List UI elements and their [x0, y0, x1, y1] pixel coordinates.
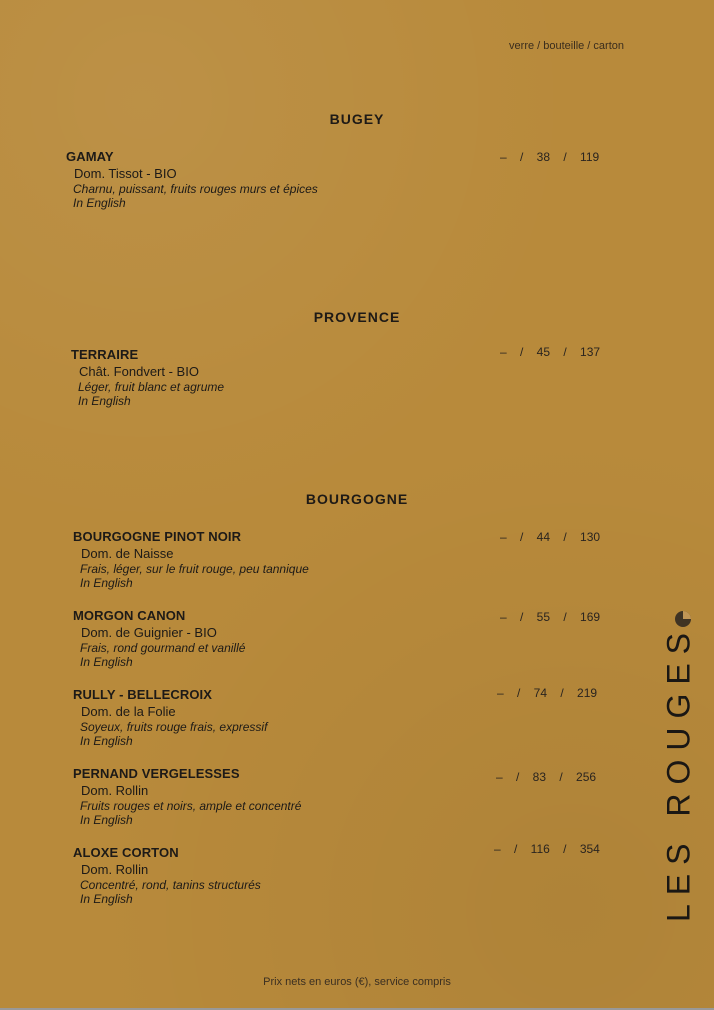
- section-title-provence: PROVENCE: [313, 309, 401, 325]
- english-link[interactable]: In English: [80, 813, 133, 827]
- wine-name: RULLY - BELLECROIX: [73, 687, 213, 702]
- wine-item-bourgogne-pinot-noir[interactable]: [73, 528, 433, 590]
- wine-price-aloxe-corton: – / 116 / 354: [494, 842, 600, 856]
- wine-price-gamay: – / 38 / 119: [500, 150, 600, 164]
- wine-domain: Dom. de la Folie: [81, 704, 176, 719]
- wine-description: Fruits rouges et noirs, ample et concentré: [80, 799, 302, 813]
- wine-name: PERNAND VERGELESSES: [73, 766, 240, 781]
- wine-domain: Dom. de Guignier - BIO: [81, 625, 217, 640]
- wine-domain: Dom. Rollin: [81, 783, 149, 798]
- wine-name: ALOXE CORTON: [73, 845, 179, 860]
- wine-name: MORGON CANON: [73, 608, 186, 623]
- wine-description: Soyeux, fruits rouge frais, expressif: [80, 720, 268, 734]
- wine-name: TERRAIRE: [71, 347, 139, 362]
- wine-description: Charnu, puissant, fruits rouges murs et épices: [73, 182, 318, 196]
- section-title-bourgogne: BOURGOGNE: [305, 491, 409, 507]
- side-title: [654, 620, 704, 926]
- english-link[interactable]: In English: [80, 892, 133, 906]
- english-link[interactable]: In English: [73, 196, 126, 210]
- wine-name: BOURGOGNE PINOT NOIR: [73, 529, 242, 544]
- side-title-label: LES ROUGES: [660, 623, 697, 923]
- wine-description: Frais, léger, sur le fruit rouge, peu tannique: [80, 562, 309, 576]
- wine-price-terraire: – / 45 / 137: [500, 345, 601, 359]
- wine-name: GAMAY: [66, 149, 114, 164]
- wine-item-morgon-canon[interactable]: [73, 607, 433, 669]
- english-link[interactable]: In English: [78, 394, 131, 408]
- wine-domain: Dom. Tissot - BIO: [74, 166, 177, 181]
- wine-description: Frais, rond gourmand et vanillé: [80, 641, 246, 655]
- english-link[interactable]: In English: [80, 734, 133, 748]
- section-title-bugey: BUGEY: [329, 111, 385, 127]
- wine-price-morgon-canon: – / 55 / 169: [500, 610, 601, 624]
- wine-price-pernand-vergelesses: – / 83 / 256: [496, 770, 597, 784]
- wine-item-aloxe-corton[interactable]: [73, 844, 433, 906]
- wine-price-rully-bellecroix: – / 74 / 219: [497, 686, 598, 700]
- wine-item-terraire[interactable]: [71, 346, 431, 408]
- wine-domain: Chât. Fondvert - BIO: [79, 364, 199, 379]
- wine-description: Concentré, rond, tanins structurés: [80, 878, 261, 892]
- wine-domain: Dom. Rollin: [81, 862, 149, 877]
- wine-item-pernand-vergelesses[interactable]: [73, 765, 433, 827]
- wine-description: Léger, fruit blanc et agrume: [78, 380, 225, 394]
- wine-price-bourgogne-pinot-noir: – / 44 / 130: [500, 530, 601, 544]
- wine-item-rully-bellecroix[interactable]: [73, 686, 433, 748]
- footer-note: Prix nets en euros (€), service compris: [263, 976, 451, 988]
- wine-domain: Dom. de Naisse: [81, 546, 174, 561]
- english-link[interactable]: In English: [80, 576, 133, 590]
- english-link[interactable]: In English: [80, 655, 133, 669]
- price-columns-label: verre / bouteille / carton: [509, 40, 624, 52]
- wine-item-gamay[interactable]: [66, 148, 426, 210]
